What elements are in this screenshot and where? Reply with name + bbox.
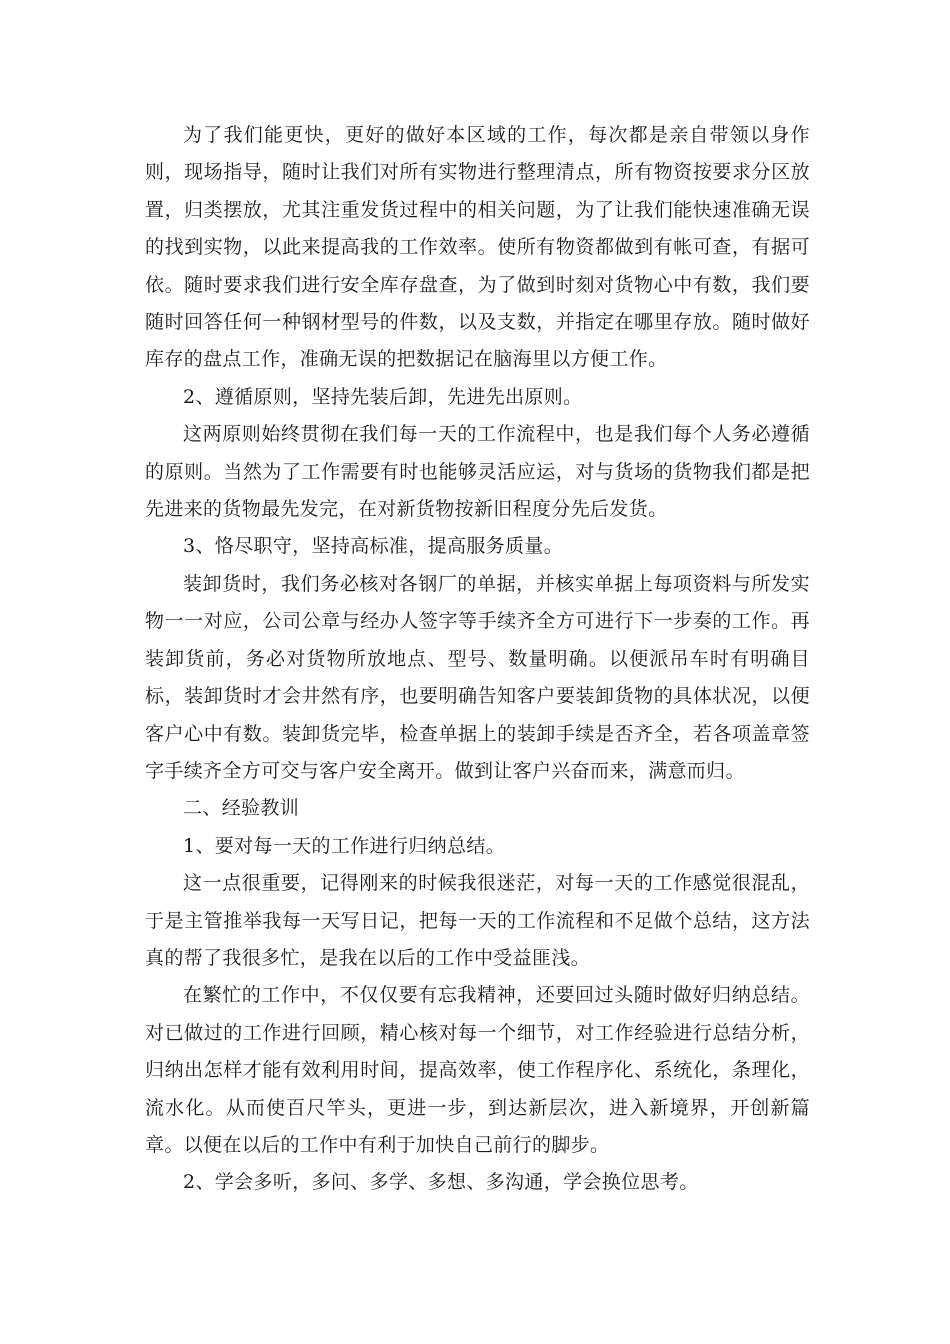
paragraph-principles: 这两原则始终贯彻在我们每一天的工作流程中，也是我们每个人务必遵循的原则。当然为了工作需要有时也能够灵活应运，对与货场的货物我们都是把先进来的货物最先发完，在对新货物按新旧程度分先后发货。 [145, 423, 810, 521]
heading-daily-summary: 1、要对每一天的工作进行归纳总结。 [183, 834, 506, 857]
paragraph-warehouse-management: 为了我们能更快，更好的做好本区域的工作，每次都是亲自带领以身作则，现场指导，随时让我们对所有实物进行整理清点，所有物资按要求分区放置，归类摆放，尤其注重发货过程中的相关问题，为了让我们能快速准确无误的找到实物，以此来提高我的工作效率。使所有物资都做到有帐可查，有据可依。随时要求我们进行安全库存盘查，为了做到时刻对货物心中有数，我们要随时回答任何一种钢材型号的件数，以及支数，并指定在哪里存放。随时做好库存的盘点工作，准确无误的把数据记在脑海里以方便工作。 [145, 124, 810, 371]
heading-learn-communicate: 2、学会多听，多问、多学、多想、多沟通，学会换位思考。 [183, 1171, 699, 1194]
heading-follow-principles: 2、遵循原则，坚持先装后卸，先进先出原则。 [183, 385, 583, 408]
section-heading-lessons: 二、经验教训 [183, 797, 300, 820]
paragraph-loading-unloading: 装卸货时，我们务必核对各钢厂的单据，并核实单据上每项资料与所发实物一一对应，公司公章与经办人签字等手续齐全方可进行下一步奏的工作。再装卸货前，务必对货物所放地点、型号、数量明确。以便派吊车时有明确目标，装卸货时才会井然有序，也要明确告知客户要装卸货物的具体状况，以便客户心中有数。装卸货完毕，检查单据上的装卸手续是否齐全，若各项盖章签字手续齐全方可交与客户安全离开。做到让客户兴奋而来，满意而归。 [145, 572, 810, 782]
paragraph-review-summary: 在繁忙的工作中，不仅仅要有忘我精神，还要回过头随时做好归纳总结。对已做过的工作进行回顾，精心核对每一个细节，对工作经验进行总结分析，归纳出怎样才能有效利用时间，提高效率，使工作程序化、系统化，条理化，流水化。从而使百尺竿头，更进一步，到达新层次，进入新境界，开创新篇章。以便在以后的工作中有利于加快自己前行的脚步。 [145, 984, 810, 1156]
paragraph-daily-diary: 这一点很重要，记得刚来的时候我很迷茫，对每一天的工作感觉很混乱，于是主管推举我每一天写日记，把每一天的工作流程和不足做个总结，这方法真的帮了我很多忙，是我在以后的工作中受益匪浅。 [145, 872, 810, 969]
document-body [145, 117, 810, 1202]
heading-service-quality: 3、恪尽职守，坚持高标准，提高服务质量。 [183, 535, 564, 558]
